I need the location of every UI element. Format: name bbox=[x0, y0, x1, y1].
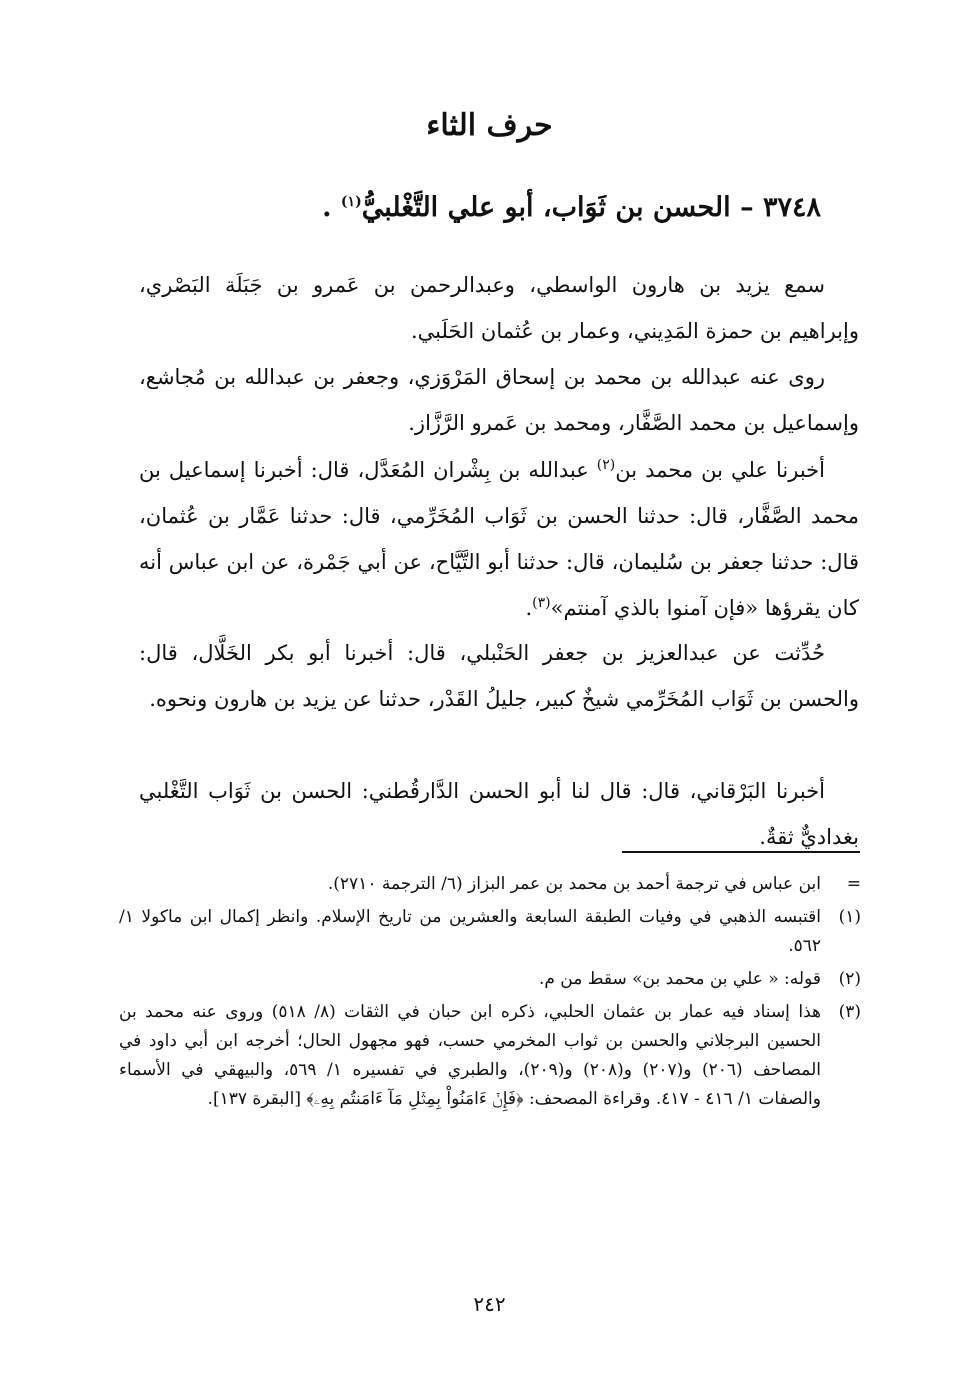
paragraph-isnad bbox=[139, 447, 859, 631]
footnote-number: (٢) bbox=[838, 969, 861, 989]
paragraph-heard-from bbox=[139, 262, 859, 354]
footnote-text: هذا إسناد فيه عمار بن عثمان الحلبي، ذكره ابن حبان في الثقات (٨/ ٥١٨) وروى عنه محمد بن الحسين البرجلاني والحسن بن ثواب المخرمي حسب، فهو مجهول الحال؛ أخرجه ابن أبي داود في المصاحف (٢٠٦) و(٢٠٧) و(٢٠٨) و(٢٠٩)، والطبري في تفسيره ١/ ٥٦٩، والبيهقي في الأسماء والصفات ١/ ٤١٦ - ٤١٧. وقراءة المصحف: ﴿فَإِنۡ ءَامَنُواْ بِمِثۡلِ مَآ ءَامَنتُم بِهِۦ﴾ [البقرة ١٣٧]. bbox=[119, 1002, 821, 1109]
footnote-3 bbox=[119, 998, 861, 1114]
paragraph-narrated-by bbox=[139, 354, 859, 446]
paragraph-text: أخبرنا البَرْقاني، قال: قال لنا أبو الحسن الدَّارقُطني: الحسن بن ثَوَاب التَّغْلبي بغداديٌّ ثقةٌ. bbox=[139, 779, 859, 849]
footnote-ref-3: (٣) bbox=[532, 595, 551, 611]
footnotes bbox=[119, 870, 861, 1118]
paragraph-text: روى عنه عبدالله بن محمد بن إسحاق المَرْوَزي، وجعفر بن عبدالله بن مُجاشع، وإسماعيل بن محمد الصَّفَّار، ومحمد بن عَمرو الرَّزَّاز. bbox=[139, 365, 859, 435]
footnote-number: = bbox=[846, 874, 861, 894]
entry-name: الحسن بن ثَوَاب، أبو علي التَّغْلبيُّ bbox=[361, 192, 731, 223]
footnote-number: (١) bbox=[838, 907, 861, 927]
footnote-text: اقتبسه الذهبي في وفيات الطبقة السابعة والعشرين من تاريخ الإسلام. وانظر إكمال ابن ماكولا ١/ ٥٦٢. bbox=[119, 907, 821, 956]
paragraph-text bbox=[139, 447, 859, 631]
entry-dash: – bbox=[730, 192, 763, 223]
page-number: ٢٤٢ bbox=[473, 1292, 506, 1316]
footnote-ref-2: (٢) bbox=[596, 457, 616, 473]
isnad-body: عبدالله بن بِشْران المُعَدَّل، قال: أخبرنا إسماعيل بن محمد الصَّفَّار، قال: حدثنا الحسن بن ثَوَاب المُخَرِّمي، قال: حدثنا عَمَّار بن عُثمان، قال: حدثنا جعفر بن سُليمان، قال: حدثنا أبو التَّيَّاح، عن أبي جَمْرة، عن ابن عباس أنه كان يقرؤها «فإن آمنوا بالذي آمنتم» bbox=[139, 458, 859, 620]
entry-end: . bbox=[322, 192, 341, 223]
footnote-text: قوله: « علي بن محمد بن» سقط من م. bbox=[538, 969, 821, 989]
paragraph-text: حُدِّثت عن عبدالعزيز بن جعفر الحَنْبلي، قال: أخبرنا أبو بكر الخَلَّال، قال: والحسن بن ثَوَاب المُخَرِّمي شيخٌ كبير، جليلُ القَدْر، حدثنا عن يزيد بن هارون ونحوه. bbox=[139, 641, 859, 711]
entry-number: ٣٧٤٨ bbox=[762, 192, 821, 223]
footnote-1 bbox=[119, 903, 861, 961]
isnad-end: . bbox=[525, 596, 533, 620]
entry-heading bbox=[121, 192, 821, 223]
paragraph-khallal bbox=[139, 630, 859, 722]
footnote-2 bbox=[119, 965, 861, 994]
paragraph-daraqutni bbox=[139, 768, 859, 860]
footnote-continuation bbox=[119, 870, 861, 899]
footnote-number: (٣) bbox=[838, 1002, 861, 1022]
footnote-ref-1: (١) bbox=[340, 194, 362, 210]
footnote-text: ابن عباس في ترجمة أحمد بن محمد بن عمر البزاز (٦/ الترجمة ٢٧١٠). bbox=[327, 874, 821, 894]
paragraph-text: سمع يزيد بن هارون الواسطي، وعبدالرحمن بن عَمرو بن جَبَلَة البَصْري، وإبراهيم بن حمزة المَدِيني، وعمار بن عُثمان الحَلَبي. bbox=[139, 273, 859, 343]
isnad-start: أخبرنا علي بن محمد بن bbox=[615, 458, 825, 482]
chapter-title: حرف الثاء bbox=[426, 108, 553, 143]
footnote-divider bbox=[622, 851, 860, 853]
